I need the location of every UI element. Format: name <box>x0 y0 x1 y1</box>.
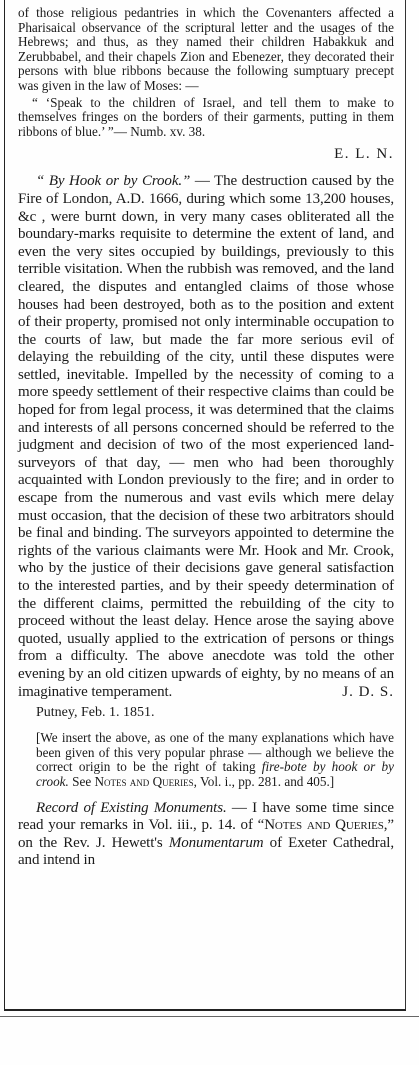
left-column-rule <box>4 0 5 1010</box>
editor-note-pages: , Vol. i., pp. 281. and 405.] <box>193 773 335 789</box>
right-column-rule <box>405 0 406 1010</box>
hook-crook-article <box>18 173 394 701</box>
monuments-article <box>18 800 394 870</box>
hook-crook-title: “ By Hook or by Crook.” <box>36 173 191 190</box>
place-date: Putney, Feb. 1. 1851. <box>36 705 155 721</box>
editor-note <box>18 731 394 789</box>
article-continuation: of those religious pedantries in which the Covenanters affected a Pharisaical observance of the scriptural letter and the usages of the Hebrews; and thus, as they named their children Habakkuk and Zerubbabel, and their chapels Zion and Ebenezer, they decorated their persons with blue ribbons because the following sumptuary precept was given in the law of Moses: — <box>18 5 394 93</box>
monuments-reference: Notes and Queries <box>264 817 384 834</box>
editor-note-reference: Notes and Queries <box>94 773 194 789</box>
text-column <box>18 6 394 870</box>
page-edge-rule <box>0 1016 419 1017</box>
bottom-rule <box>4 1009 406 1011</box>
monuments-body-mid: ,” on the Rev. J. Hewett's <box>18 817 394 851</box>
editor-note-italic: fire-bote by hook or by crook. <box>36 759 394 789</box>
monuments-title: Record of Existing Monuments. <box>36 799 227 816</box>
scripture-quotation: “ ‘Speak to the children of Israel, and tell them to make to themselves fringes on the borders of their garments, putting in them ribbons of blue.’ ”— Numb. xv. 38. <box>18 94 394 139</box>
editor-note-text: [We insert the above, as one of the many explanations which have been given of this very popular phrase — although we believe the correct origin to be the right of taking <box>36 730 394 775</box>
editor-note-see: See <box>68 773 95 789</box>
signature-eln: E. L. N. <box>334 146 394 163</box>
hook-crook-body: — The destruction caused by the Fire of London, A.D. 1666, during which some 13,200 houses, &c , were burnt down, in very many cases obliterated all the boundary-marks requisite to determine the extent of land, and even the very sites occupied by buildings, previously to this terrible visitation. When the rubbish was removed, and the land cleared, the disputes and entangled claims of those whose houses had been destroyed, both as to the position and extent of their property, promised not only interminable occupation to the courts of law, but made the far more serious evil of delaying the rebuilding of the city, until these disputes were settled, inevitable. Impelled by the necessity of coming to a more speedy settlement of their respective claims than could be hoped for from legal process, it was determined that the claims and interests of all persons concerned should be referred to the judgment and decision of two of the most experienced land-surveyors of that day, — men who had been thoroughly acquainted with London previously to the fire; and in order to escape from the numerous and vast evils which mere delay must occasion, that the decision of these two arbitrators should be final and binding. The surveyors appointed to determine the rights of the various claimants were Mr. Hook and Mr. Crook, who by the justice of their decisions gave general satisfaction to the interested parties, and by their speedy determination of the different claims, permitted the rebuilding of the city to proceed without the least delay. Hence arose the saying above quoted, usually applied to the extrication of persons or things from a difficulty. The above anecdote was told the other evening by an old citizen upwards of eighty, by no means of an imaginative temperament. <box>18 173 394 700</box>
signature-jds: J. D. S. <box>342 683 394 700</box>
monuments-body-start: — I have some time since read your remarks in Vol. iii., p. 14. of “ <box>18 799 394 834</box>
monuments-work-title: Monumentarum <box>168 834 264 851</box>
monuments-body-end: of Exeter Cathedral, and intend in <box>18 834 394 869</box>
